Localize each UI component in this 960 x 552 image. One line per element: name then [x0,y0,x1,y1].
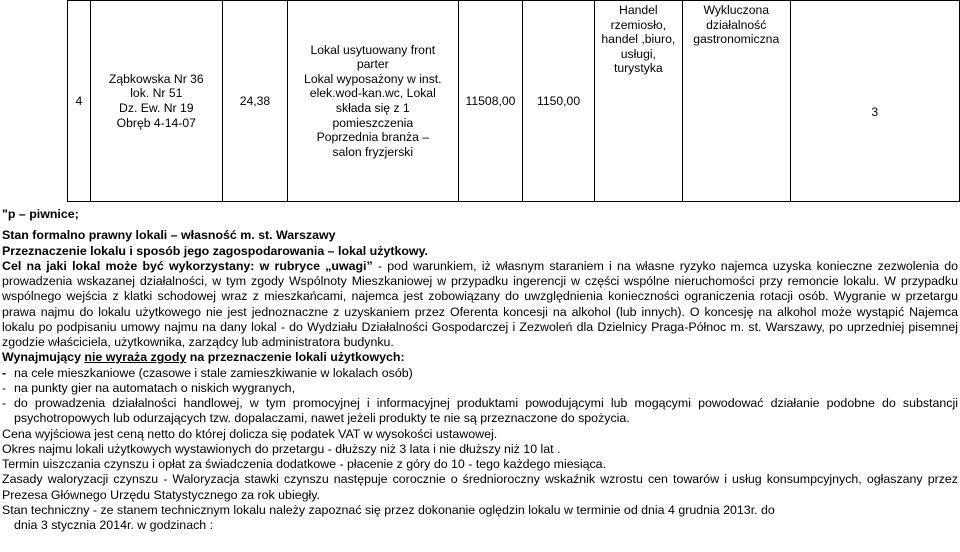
legend-piwnice: "p – piwnice; [2,207,79,221]
cell-price-1: 11508,00 [458,1,523,202]
cell-allowed: Handel rzemiosło, handel ,biuro, usługi, turystyka [594,1,682,202]
cell-count: 3 [790,1,959,202]
purpose-text-2: W przypadku wspólnego wejścia z klatki schodowej wraz z mieszkańcami, najemca jest zobowiązany do uwzględnienia konieczności ograniczenia rotacji osób. [2,274,959,304]
payment-term: Termin uiszczania czynszu i opłat za świadczenia dodatkowe - płacenie z góry do 10 - tego każdego miesiąca. [2,457,607,471]
list-item: - na punkty gier na automatach o niskich wygranych, [2,380,296,395]
exclusions-heading: Wynajmujący nie wyraża zgody na przeznaczenie lokali użytkowych: [2,350,405,365]
technical-state-2: dnia 3 stycznia 2014r. w godzinach : [14,518,214,532]
cell-price-2: 1150,00 [523,1,594,202]
purpose-text-1: - pod warunkiem, iż własnym staraniem i na własne ryzyko najemca uzyska konieczne zezwolenia do prowadzenia wskazanej działalności, w tym zgody Wspólnoty Mieszkaniowej w przypadku ingerencji w części wspólne nieruchomości przy remoncie lokalu. [2,258,958,288]
purpose-paragraph [2,259,958,351]
ownership-status: Stan formalno prawny lokali – własność m. st. Warszawy [2,228,336,243]
cell-address: Ząbkowska Nr 36 lok. Nr 51 Dz. Ew. Nr 19 Obręb 4-14-07 [90,1,222,202]
terms-text [2,207,958,533]
cell-area: 24,38 [222,1,287,202]
valorization-rules: Zasady waloryzacji czynszu - Waloryzacja stawki czynszu następuje corocznie o średnioroczny wskaźnik wzrostu cen towarów i usług konsumpcyjnych, ogłaszany przez Prezesa Głównego Urzędu Statystycznego za rok ubiegły. [2,472,958,502]
vat-note: Cena wyjściowa jest ceną netto do której dolicza się podatek VAT w wysokości ustawowej. [2,426,498,441]
units-table [67,0,960,202]
table-row [68,1,960,202]
technical-state-1: Stan techniczny - ze stanem technicznym lokalu należy zapoznać się przez dokonanie oględzin lokalu w terminie od dnia 4 grudnia 2013r. do [2,502,775,517]
lease-term: Okres najmu lokali użytkowych wystawionych do przetargu - dłuższy niż 3 lata i nie dłuższy niż 10 lat . [2,441,561,456]
purpose-text-3: Wygranie w przetargu prawa najmu do lokalu użytkowego nie jest jednoznaczne z uzyskaniem przez Oferenta koncesji na alkohol (lub innych). [2,289,958,319]
purpose-text-4: O koncesję na alkohol może wystąpić Najemca lokalu po podpisaniu umowy najmu na dany lokal - do Wydziału Działalności Gospodarczej i Zezwoleń dla Dzielnicy Praga-Północ m. st. Warszawy, po uprzedniej pisemnej zgodzie właściciela, użytkownika, zarządcy lub administratora budynku. [2,304,958,349]
cell-description: Lokal usytuowany front parter Lokal wyposażony w inst. elek.wod-kan.wc, Lokal składa się z 1 pomieszczenia Poprzednia branża – salon fryzjerski [288,1,459,202]
purpose-label: Cel na jaki lokal może być wykorzystany: w rubryce „uwagi” [2,258,373,273]
list-item: - do prowadzenia działalności handlowej, w tym promocyjnej i informacyjnej produktami powodującymi lub mogącymi powodować działanie podobne do substancji psychotropowych lub odurzających tzw. dopalaczami, nawet jeżeli produkty te nie są przeznaczone do spożycia. [2,396,958,426]
cell-lp: 4 [68,1,91,202]
cell-excluded: Wykluczona działalność gastronomiczna [682,1,790,202]
purpose: Przeznaczenie lokalu i sposób jego zagospodarowania – lokal użytkowy. [2,243,428,258]
list-item: - na cele mieszkaniowe (czasowe i stale zamieszkiwanie w lokalach osób) [2,365,413,380]
